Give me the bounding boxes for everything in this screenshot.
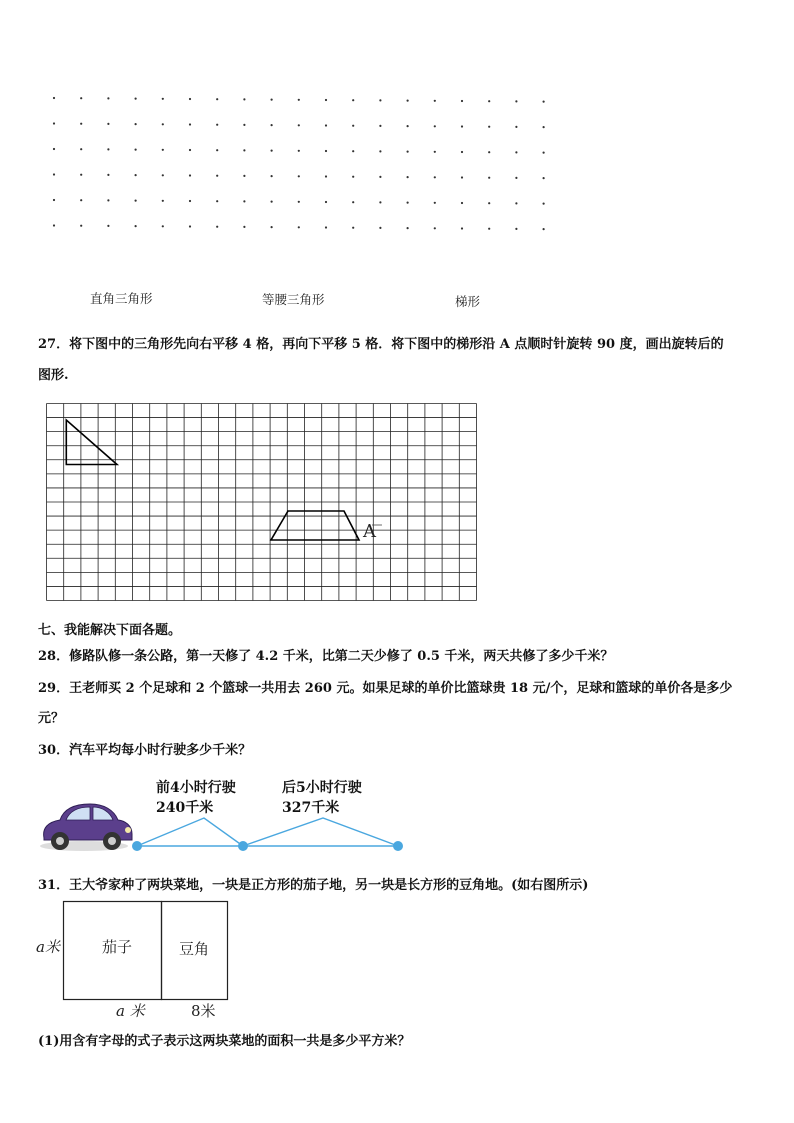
bottom-label-a: a 米 [116,1002,145,1020]
question-27-line1: 27．将下图中的三角形先向右平移 4 格，再向下平移 5 格．将下图中的梯形沿 A 点顺时针旋转 90 度，画出旋转后的 [38,337,724,352]
grid-dot [325,175,327,177]
grid-dot [543,203,545,205]
question-31-part1: (1)用含有字母的式子表示这两块菜地的面积一共是多少平方米？ [38,1034,411,1049]
grid-dot [461,176,463,178]
point-a-label: A [363,521,376,542]
grid-dot [434,227,436,229]
grid-dot [515,202,517,204]
grid-dot [352,227,354,229]
section-7-title: 七、我能解决下面各题。 [38,623,182,638]
grid-dot [162,98,164,100]
grid-dot [352,125,354,127]
grid-dot [80,123,82,125]
grid-dot [162,200,164,202]
grid-dot [461,227,463,229]
grid-dot [53,224,55,226]
grid-dot [488,202,490,204]
grid-dot [298,226,300,228]
grid-dot [298,175,300,177]
end-point [393,841,403,851]
dot-paper [40,88,550,263]
grid-dot [543,177,545,179]
grid-dot [298,124,300,126]
side-length-label: a米 [36,938,60,956]
grid-dot [407,125,409,127]
grid-dot [216,124,218,126]
grid-dot [243,98,245,100]
grid-dot [53,122,55,124]
grid-dot [162,123,164,125]
grid-dot [135,225,137,227]
dot-label-right-triangle: 直角三角形 [90,291,153,306]
grid-dot [271,226,273,228]
grid-dot [107,148,109,150]
grid-dot [107,199,109,201]
eggplant-label: 茄子 [102,938,133,956]
grid-dot [379,176,381,178]
garden-diagram [36,898,246,1022]
grid-dot [135,149,137,151]
grid-dot [107,97,109,99]
grid-dot [80,225,82,227]
grid-dot [515,126,517,128]
grid-dot [216,175,218,177]
grid-dot [189,225,191,227]
grid-dot [107,123,109,125]
segment2-brace [243,818,398,846]
grid-dot [243,124,245,126]
grid-dot [216,226,218,228]
grid-dot [543,228,545,230]
question-31: 31．王大爷家种了两块菜地，一块是正方形的茄子地，另一块是长方形的豆角地。(如右图所示) [38,878,589,893]
grid-dot [162,149,164,151]
dot-label-isosceles-triangle: 等腰三角形 [262,292,325,307]
grid-dot [53,97,55,99]
grid-dot [407,202,409,204]
grid-dot [379,99,381,101]
segment2-top-label: 后5小时行驶 [282,780,362,796]
question-29-line1: 29．王老师买 2 个足球和 2 个篮球一共用去 260 元。如果足球的单价比篮球贵 18 元/个，足球和篮球的单价各是多少 [38,681,733,696]
square-grid [46,403,478,603]
grid-dot [379,150,381,152]
grid-dot [80,174,82,176]
grid-dot [243,149,245,151]
grid-dot [135,174,137,176]
grid-dot [352,150,354,152]
grid-dot [325,201,327,203]
grid-dot [434,151,436,153]
grid-dot [488,177,490,179]
grid-dot [271,150,273,152]
grid-dot [407,176,409,178]
grid-dot [243,200,245,202]
grid-dot [379,201,381,203]
grid-dot [135,123,137,125]
grid-dot [53,173,55,175]
trapezoid-shape [271,511,359,540]
grid-dot [271,124,273,126]
grid-dot [271,201,273,203]
grid-dot [325,226,327,228]
grid-dot [461,202,463,204]
segment1-bottom-label: 240千米 [156,800,214,816]
grid-dot [189,200,191,202]
grid-dot [434,202,436,204]
grid-dot [107,174,109,176]
grid-dot [189,123,191,125]
grid-dot [216,200,218,202]
grid-dot [80,97,82,99]
question-28: 28．修路队修一条公路，第一天修了 4.2 千米，比第二天少修了 0.5 千米，两天共修了多少千米？ [38,649,614,664]
grid-dot [434,176,436,178]
grid-dot [271,99,273,101]
segment1-top-label: 前4小时行驶 [156,780,236,796]
grid-dot [515,151,517,153]
bean-label: 豆角 [179,940,210,958]
grid-dot [515,228,517,230]
grid-dot [434,125,436,127]
grid-dot [243,175,245,177]
grid-dot [298,201,300,203]
grid-dot [543,126,545,128]
segment1-brace [137,818,243,846]
grid-dot [80,199,82,201]
bottom-label-8: 8米 [191,1002,216,1020]
travel-diagram [38,772,418,864]
grid-dot [298,150,300,152]
grid-dot [325,99,327,101]
grid-dot [488,100,490,102]
grid-dot [271,175,273,177]
grid-dot [216,98,218,100]
grid-dot [325,124,327,126]
grid-dot [488,126,490,128]
grid-dot [80,148,82,150]
grid-dot [53,199,55,201]
grid-dot [352,176,354,178]
grid-dot [189,98,191,100]
grid-dot [461,100,463,102]
grid-dot [515,100,517,102]
grid-dot [543,152,545,154]
grid-dot [379,227,381,229]
grid-dot [216,149,218,151]
grid-dot [352,99,354,101]
grid-dot [407,151,409,153]
triangle-shape [66,420,117,465]
question-30: 30．汽车平均每小时行驶多少千米？ [38,743,252,758]
grid-dot [189,174,191,176]
start-point [132,841,142,851]
grid-dot [488,228,490,230]
grid-dot [543,101,545,103]
grid-dot [461,125,463,127]
grid-dot [298,99,300,101]
grid-dot [53,148,55,150]
segment2-bottom-label: 327千米 [282,800,340,816]
grid-dot [407,100,409,102]
grid-dot [135,98,137,100]
grid-dot [162,174,164,176]
grid-dot [434,100,436,102]
grid-dot [461,151,463,153]
grid-dot [107,225,109,227]
question-27-line2: 图形. [38,368,69,383]
grid-lines [47,404,477,601]
car-icon [40,804,132,851]
grid-dot [515,177,517,179]
grid-dot [243,226,245,228]
grid-dot [379,125,381,127]
grid-dot [488,151,490,153]
grid-dot [407,227,409,229]
grid-dot [162,225,164,227]
grid-dot [189,149,191,151]
question-29-line2: 元？ [38,711,65,726]
grid-dot [325,150,327,152]
mid-point [238,841,248,851]
grid-dot [135,200,137,202]
dot-label-trapezoid: 梯形 [455,294,481,309]
grid-dot [352,201,354,203]
